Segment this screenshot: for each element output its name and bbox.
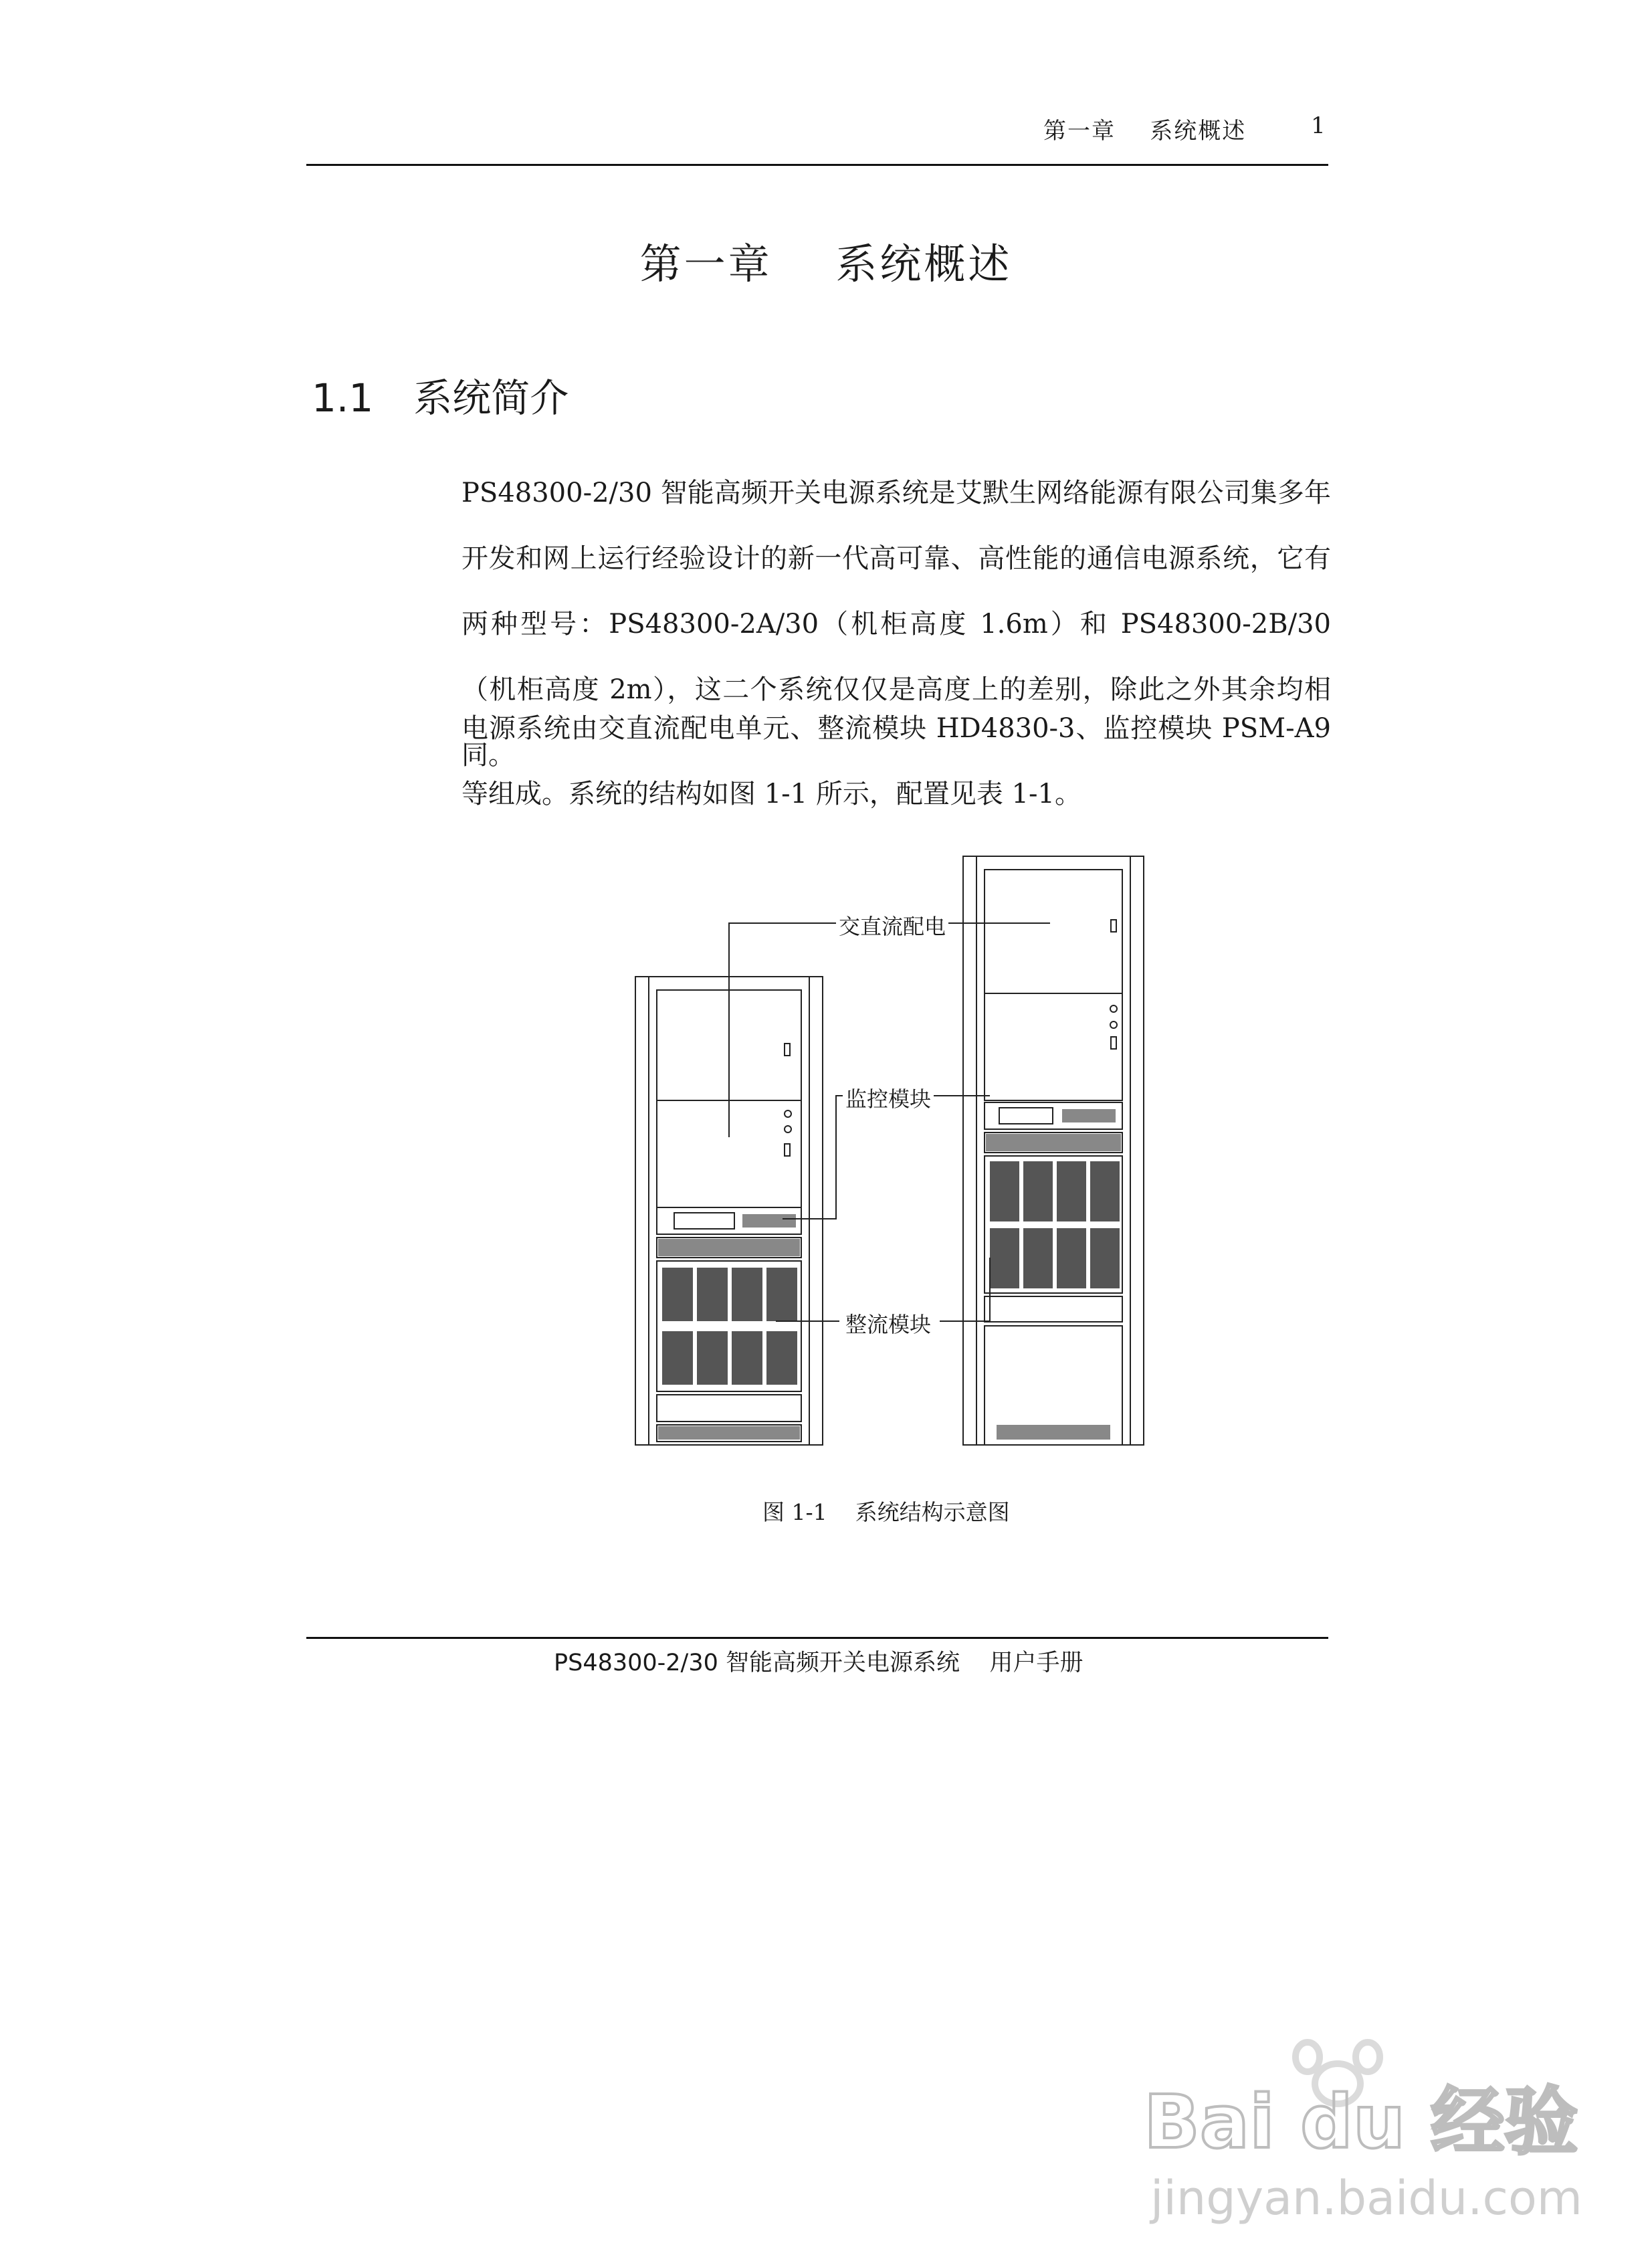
- footer-rule: [306, 1637, 1328, 1639]
- page-number: 1: [1311, 112, 1326, 139]
- label-ac-dc-distribution: 交直流配电: [836, 910, 948, 941]
- baidu-jingyan-watermark: [1137, 2020, 1582, 2241]
- section-number: 1.1: [312, 375, 374, 421]
- paragraph-intro: PS48300-2/30 智能高频开关电源系统是艾默生网络能源有限公司集多年开发和网上运行经验设计的新一代高可靠、高性能的通信电源系统，它有两种型号：PS48300-2A/30（机柜高度 1.6m）和 PS48300-2B/30（机柜高度 2m），这二个系统仅仅是高度上的差别，除此之外其余均相同。: [461, 478, 1331, 771]
- svg-text:Bai du 经验: Bai du 经验: [1144, 2079, 1578, 2165]
- figure-caption: 图 1-1 系统结构示意图: [762, 1499, 1010, 1525]
- rack-diagram: [615, 850, 1164, 1458]
- page-footer: PS48300-2/30 智能高频开关电源系统 用户手册: [554, 1650, 1083, 1676]
- header-rule: [306, 164, 1328, 166]
- running-header-title: 第一章 系统概述: [1043, 118, 1247, 144]
- section-heading: [312, 367, 569, 423]
- system-structure-figure: [615, 850, 1164, 1458]
- label-rectifier-module: 整流模块: [843, 1308, 934, 1339]
- svg-text:jingyan.baidu.com: jingyan.baidu.com: [1150, 2171, 1582, 2226]
- chapter-title: 第一章 系统概述: [639, 239, 1013, 288]
- section-title: 系统简介: [413, 375, 569, 421]
- label-monitor-module: 监控模块: [843, 1082, 934, 1113]
- paragraph-composition: 电源系统由交直流配电单元、整流模块 HD4830-3、监控模块 PSM-A9 等组成。系统的结构如图 1-1 所示，配置见表 1-1。: [461, 713, 1331, 809]
